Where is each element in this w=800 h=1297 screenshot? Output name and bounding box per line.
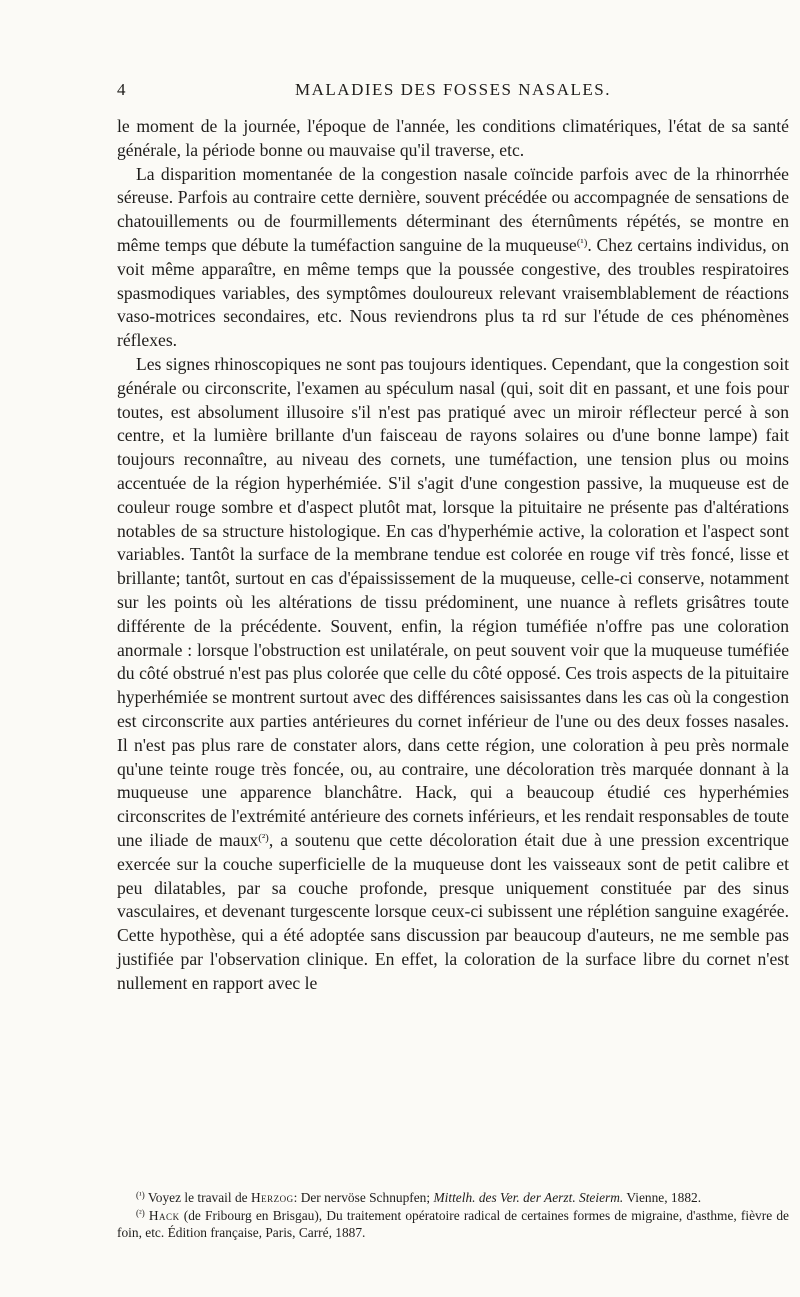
- footnote-1-text-b: : Der nervöse Schnupfen;: [293, 1190, 431, 1205]
- footnotes: [117, 1189, 789, 1242]
- footnote-1-text-a: Voyez le travail de: [147, 1190, 248, 1205]
- body-text: [117, 115, 789, 995]
- footnote-ref-1[interactable]: (¹): [576, 236, 588, 249]
- footnote-2-author: Hack: [148, 1207, 180, 1223]
- running-title: MALADIES DES FOSSES NASALES.: [295, 80, 611, 99]
- footnote-1-author: Herzog: [250, 1190, 294, 1205]
- footnote-2: [117, 1207, 789, 1242]
- paragraph-rhinoscopic-text-b: , a soutenu que cette décoloration était due à une pression excentrique exercée sur la couche superficielle de la muqueuse dont les vaisseaux sont de petit calibre et peu dilatables, par sa couche profonde, presque uniquement constituée par des sinus vasculaires, et devenant turgescente lorsque ceux-ci subissent une réplétion sanguine exagérée. Cette hypothèse, qui a été adoptée sans discussion par beaucoup d'auteurs, ne me semble pas justifiée par l'observation clinique. En effet, la coloration de la surface libre du cornet n'est nullement en rapport avec le: [117, 829, 789, 993]
- footnote-ref-2[interactable]: (²): [258, 831, 269, 844]
- footnote-1: [117, 1189, 789, 1207]
- page-number: 4: [117, 80, 127, 99]
- paragraph-continuation: le moment de la journée, l'époque de l'année, les conditions climatériques, l'état de sa santé générale, la période bonne ou mauvaise qu'il traverse, etc.: [117, 116, 789, 160]
- footnote-1-journal: Mittelh. des Ver. der Aerzt. Steierm.: [433, 1190, 624, 1205]
- footnote-2-text: (de Fribourg en Brisgau), Du traitement opératoire radical de certaines formes de migraine, d'asthme, fièvre de foin, etc. Édition française, Paris, Carré, 1887.: [117, 1207, 789, 1241]
- paragraph-rhinorrhea: [117, 163, 789, 353]
- footnote-1-mark: (¹): [136, 1190, 145, 1200]
- paragraph-rhinorrhea-text-b: . Chez certains individus, on voit même apparaître, en même temps que la poussée congestive, des troubles respiratoires spasmodiques variables, des symptômes douloureux relevant vraisemblablement de réactions vaso-motrices secondaires, etc. Nous reviendrons plus ta rd sur l'étude de ces phénomènes réflexes.: [117, 234, 789, 351]
- footnote-2-mark: (²): [136, 1207, 145, 1218]
- paragraph-rhinoscopic-signs: [117, 353, 789, 996]
- paragraph-rhinorrhea-text-a: La disparition momentanée de la congestion nasale coïncide parfois avec de la rhinorrhée séreuse. Parfois au contraire cette dernière, souvent précédée ou accompagnée de sensations de chatouillements ou de fourmillements déterminant des éternûments répétés, se montre en même temps que débute la tuméfaction sanguine de la muqueuse: [117, 163, 789, 255]
- paragraph-rhinoscopic-text-a: Les signes rhinoscopiques ne sont pas toujours identiques. Cependant, que la congestion soit générale ou circonscrite, l'examen au spéculum nasal (qui, soit dit en passant, et une fois pour toutes, est absolument illusoire s'il n'est pas pratiqué avec un miroir réflecteur percé à son centre, et la lumière brillante d'un faisceau de rayons solaires ou d'une bonne lampe) fait toujours reconnaître, au niveau des cornets, une tuméfaction, une tension plus ou moins accentuée de la région hyperhémiée. S'il s'agit d'une congestion passive, la muqueuse est de couleur rouge sombre et d'aspect plutôt mat, lorsque la pituitaire ne présente pas d'altérations notables de sa structure histologique. En cas d'hyperhémie active, la coloration et l'aspect sont variables. Tantôt la surface de la membrane tendue est colorée en rouge vif très foncé, lisse et brillante; tantôt, surtout en cas d'épaississement de la muqueuse, celle-ci conserve, notamment sur les points où les altérations de tissu prédominent, une nuance à reflets grisâtres toute différente de la précédente. Souvent, enfin, la région tuméfiée n'offre pas une coloration anormale : lorsque l'obstruction est unilatérale, on peut souvent voir que la muqueuse tuméfiée du côté obstrué n'est pas plus colorée que celle du côté opposé. Ces trois aspects de la pituitaire hyperhémiée se montrent surtout avec des différences saisissantes dans les cas où la congestion est circonscrite aux parties antérieures du cornet inférieur de l'une ou des deux fosses nasales. Il n'est pas plus rare de constater alors, dans cette région, une coloration à peu près normale qu'une teinte rouge très foncée, ou, au contraire, une décoloration très marquée donnant à la muqueuse une apparence blanchâtre. Hack, qui a beaucoup étudié ces hyperhémies circonscrites de l'extrémité antérieure des cornets inférieurs, et les rendait responsables de toute une iliade de maux: [117, 353, 789, 850]
- footnote-1-text-c: Vienne, 1882.: [626, 1190, 702, 1205]
- page-header: [117, 80, 789, 104]
